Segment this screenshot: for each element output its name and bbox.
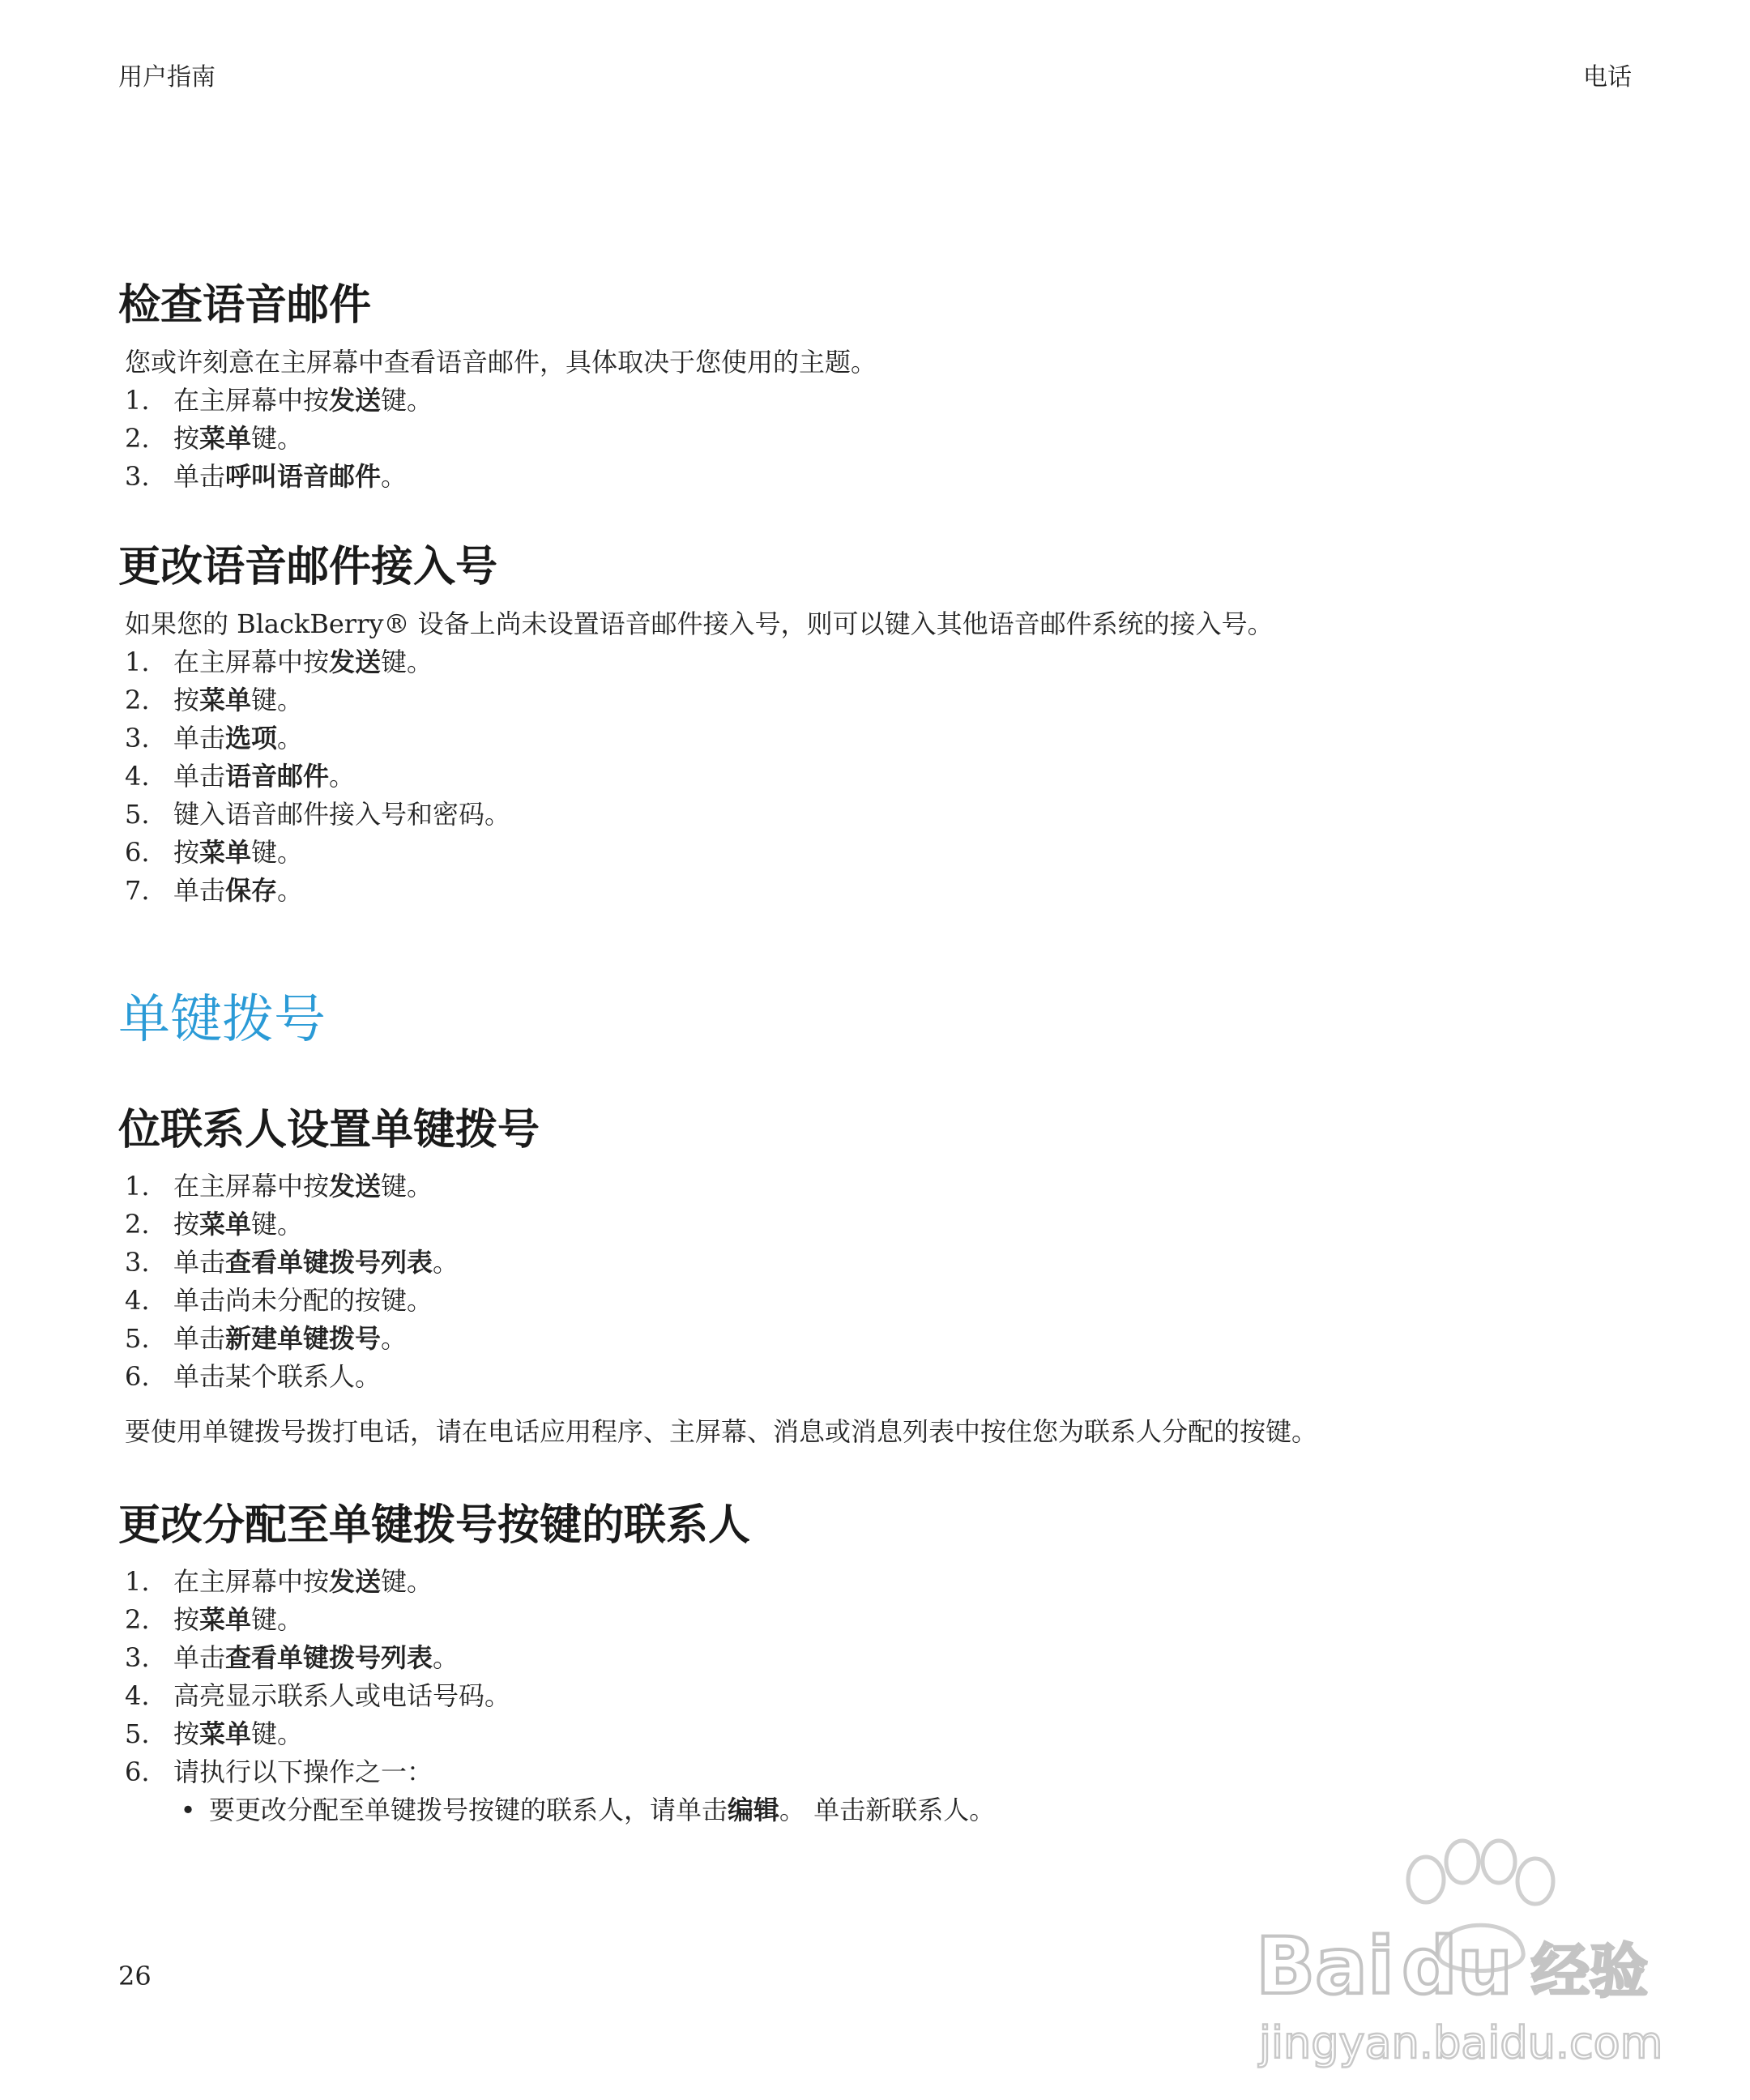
- step-item: 6. 按菜单键。: [125, 837, 304, 868]
- header-chapter: 电话: [1583, 63, 1632, 92]
- step-item: 1. 在主屏幕中按发送键。: [125, 385, 433, 416]
- steps-list: [118, 643, 1641, 910]
- section-title: 更改分配至单键拨号按键的联系人: [118, 1501, 751, 1550]
- step-item: 3. 单击查看单键拨号列表。: [125, 1247, 459, 1278]
- section-change-speed-dial: [118, 1500, 1641, 1829]
- section-title: 检查语音邮件: [118, 281, 372, 330]
- svg-text:jingyan.baidu.com: jingyan.baidu.com: [1259, 2017, 1663, 2068]
- step-item: 6. 单击某个联系人。: [125, 1361, 382, 1392]
- step-item: 6. 请执行以下操作之一：: [125, 1756, 433, 1787]
- steps-list: [118, 382, 1641, 496]
- section-check-voicemail: [118, 280, 1641, 496]
- page-content: [118, 280, 1641, 1829]
- sub-list: [118, 1791, 1641, 1829]
- steps-list: [118, 1167, 1641, 1396]
- step-item: 2. 按菜单键。: [125, 1604, 304, 1635]
- step-item: 5. 键入语音邮件接入号和密码。: [125, 799, 511, 830]
- step-item: 5. 单击新建单键拨号。: [125, 1323, 408, 1354]
- section-note: 要使用单键拨号拨打电话，请在电话应用程序、主屏幕、消息或消息列表中按住您为联系人分配的按键。: [125, 1416, 1318, 1447]
- steps-list: [118, 1563, 1641, 1791]
- header-doc-title: 用户指南: [118, 63, 216, 92]
- step-item: 1. 在主屏幕中按发送键。: [125, 1171, 433, 1202]
- step-item: 3. 单击呼叫语音邮件。: [125, 461, 408, 492]
- svg-text:Bai: Bai: [1256, 1921, 1394, 2012]
- section-title: 位联系人设置单键拨号: [118, 1106, 540, 1155]
- step-item: 1. 在主屏幕中按发送键。: [125, 1566, 433, 1597]
- step-item: 2. 按菜单键。: [125, 423, 304, 454]
- section-intro: 您或许刻意在主屏幕中查看语音邮件，具体取决于您使用的主题。: [125, 347, 877, 378]
- section-set-speed-dial: [118, 1104, 1641, 1451]
- sub-list-item: • 要更改分配至单键拨号按键的联系人，请单击编辑。 单击新联系人。: [167, 1791, 1641, 1829]
- baidu-jingyan-watermark-icon: [1248, 1831, 1669, 2074]
- step-item: 3. 单击查看单键拨号列表。: [125, 1642, 459, 1673]
- chapter-heading: 单键拨号: [118, 990, 326, 1050]
- section-title: 更改语音邮件接入号: [118, 543, 498, 591]
- step-item: 4. 高亮显示联系人或电话号码。: [125, 1680, 511, 1711]
- section-change-access-number: [118, 541, 1641, 910]
- step-item: 2. 按菜单键。: [125, 1209, 304, 1240]
- step-item: 3. 单击选项。: [125, 723, 304, 753]
- step-item: 4. 单击语音邮件。: [125, 761, 356, 792]
- step-item: 5. 按菜单键。: [125, 1718, 304, 1749]
- bullet-icon: •: [180, 1795, 196, 1825]
- section-intro: 如果您的 BlackBerry® 设备上尚未设置语音邮件接入号，则可以键入其他语音邮件系统的接入号。: [125, 608, 1274, 639]
- step-item: 2. 按菜单键。: [125, 685, 304, 715]
- step-item: 1. 在主屏幕中按发送键。: [125, 647, 433, 677]
- step-item: 4. 单击尚未分配的按键。: [125, 1285, 433, 1316]
- svg-text:经验: 经验: [1531, 1937, 1649, 2005]
- svg-text:du: du: [1402, 1921, 1513, 2012]
- page-number: 26: [118, 1961, 152, 1991]
- step-item: 7. 单击保存。: [125, 875, 304, 906]
